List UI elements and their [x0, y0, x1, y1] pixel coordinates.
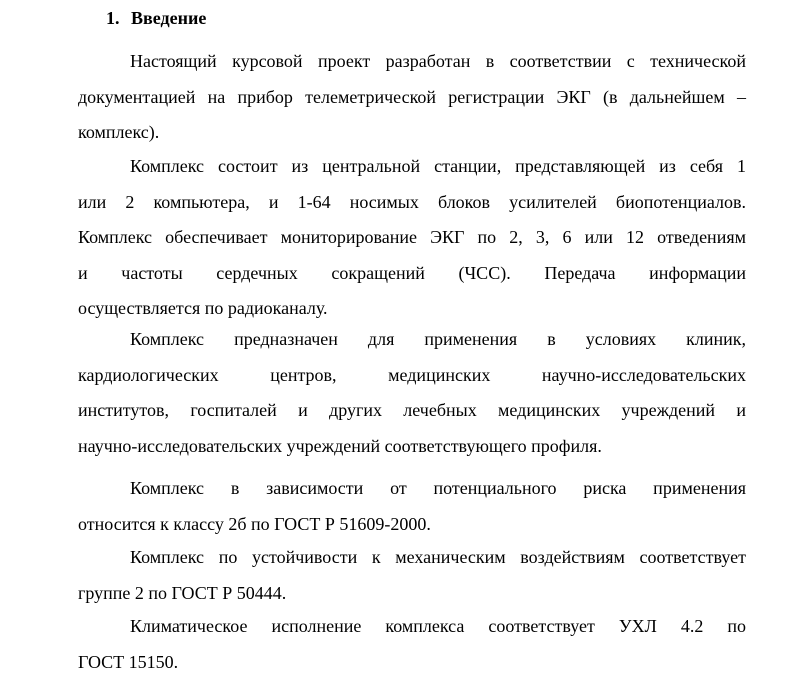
paragraph-risk-class [78, 471, 746, 542]
paragraph-intro [78, 44, 746, 151]
paragraph-purpose [78, 322, 746, 464]
paragraph-climatic [78, 609, 746, 680]
paragraph-mechanical [78, 540, 746, 611]
paragraph-line: комплекс). [78, 115, 746, 151]
paragraph-line: относится к классу 2б по ГОСТ Р 51609-2000. [78, 507, 746, 543]
section-heading [106, 6, 206, 30]
paragraph-line: научно-исследовательских учреждений соответствующего профиля. [78, 429, 746, 465]
paragraph-line: Комплекс состоит из центральной станции, представляющей из себя 1 [78, 149, 746, 185]
paragraph-line: и частоты сердечных сокращений (ЧСС). Передача информации [78, 256, 746, 292]
paragraph-line: или 2 компьютера, и 1-64 носимых блоков усилителей биопотенциалов. [78, 185, 746, 221]
paragraph-line: Комплекс обеспечивает мониторирование ЭКГ по 2, 3, 6 или 12 отведениям [78, 220, 746, 256]
paragraph-line: группе 2 по ГОСТ Р 50444. [78, 576, 746, 612]
paragraph-composition [78, 149, 746, 327]
section-number: 1. [106, 6, 131, 30]
paragraph-line: осуществляется по радиоканалу. [78, 291, 746, 327]
paragraph-line: Климатическое исполнение комплекса соответствует УХЛ 4.2 по [78, 609, 746, 645]
paragraph-line: институтов, госпиталей и других лечебных медицинских учреждений и [78, 393, 746, 429]
paragraph-line: Комплекс в зависимости от потенциального риска применения [78, 471, 746, 507]
paragraph-line: Настоящий курсовой проект разработан в соответствии с технической [78, 44, 746, 80]
paragraph-line: документацией на прибор телеметрической регистрации ЭКГ (в дальнейшем – [78, 80, 746, 116]
section-title: Введение [131, 8, 206, 28]
paragraph-line: кардиологических центров, медицинских научно-исследовательских [78, 358, 746, 394]
paragraph-line: Комплекс по устойчивости к механическим воздействиям соответствует [78, 540, 746, 576]
paragraph-line: Комплекс предназначен для применения в условиях клиник, [78, 322, 746, 358]
paragraph-line: ГОСТ 15150. [78, 645, 746, 680]
